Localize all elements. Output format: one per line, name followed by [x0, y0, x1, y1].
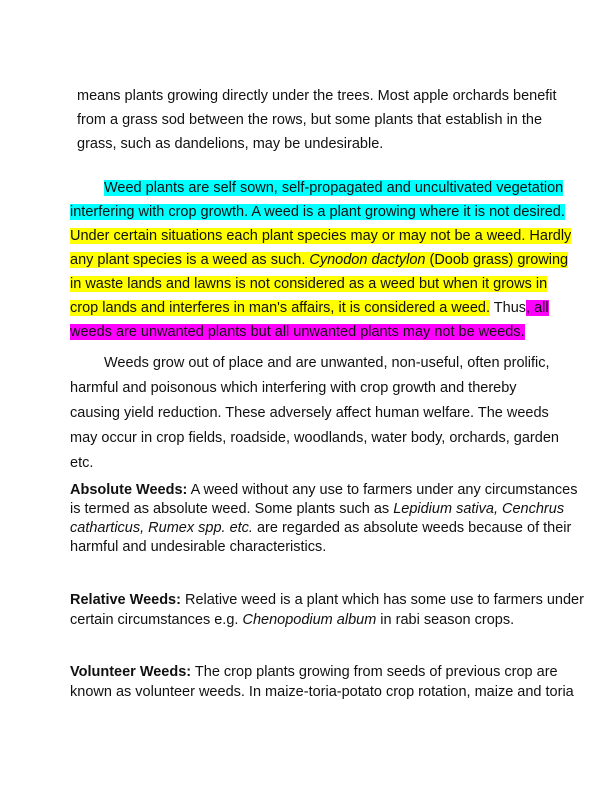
highlight-yellow-text: (Doob grass) growing [425, 252, 569, 268]
intro-line-1: means plants growing directly under the trees. Most apple orchards benefit [77, 88, 557, 104]
highlight-magenta-text: , all [526, 300, 549, 316]
relative-weeds-text: Relative weed is a plant which has some use to farmers under [180, 592, 584, 608]
intro-line-2: from a grass sod between the rows, but some plants that establish in the [77, 112, 543, 128]
highlight-yellow-text: crop lands and interferes in man's affairs, it is considered a weed. [70, 300, 490, 316]
para2-line-1: Weeds grow out of place and are unwanted, non-useful, often prolific, [104, 355, 550, 371]
absolute-weeds-text: A weed without any use to farmers under any circumstances [187, 482, 578, 498]
para2-line-5: etc. [70, 455, 94, 471]
species-names: Lepidium sativa, Cenchrus [393, 501, 565, 517]
highlight-line-4 [70, 252, 568, 268]
highlight-yellow-text: any plant species is a weed as such. [70, 252, 310, 268]
absolute-weeds-text: is termed as absolute weed. Some plants such as [70, 501, 394, 517]
absolute-weeds-line-3 [70, 520, 571, 536]
species-name: Chenopodium album [242, 612, 377, 628]
relative-weeds-heading: Relative Weeds: [70, 592, 181, 608]
absolute-weeds-line-2 [70, 501, 564, 517]
absolute-weeds-line-4: harmful and undesirable characteristics. [70, 539, 327, 555]
volunteer-weeds-line-2: known as volunteer weeds. In maize-toria-potato crop rotation, maize and toria [70, 684, 574, 700]
highlight-line-1 [104, 180, 563, 196]
highlight-line-7 [70, 324, 525, 340]
highlight-line-5 [70, 276, 547, 292]
highlight-yellow-text: Under certain situations each plant species may or may not be a weed. Hardly [70, 228, 572, 244]
volunteer-weeds-text: The crop plants growing from seeds of previous crop are [191, 664, 558, 680]
species-name [309, 252, 425, 268]
species-names: catharticus, Rumex spp. etc. [70, 520, 253, 536]
para2-line-4: may occur in crop fields, roadside, woodlands, water body, orchards, garden [70, 430, 559, 446]
plain-text: Thus [490, 300, 527, 316]
absolute-weeds-text: are regarded as absolute weeds because of their [252, 520, 572, 536]
absolute-weeds-line-1 [70, 482, 577, 498]
highlight-line-3 [70, 228, 571, 244]
volunteer-weeds-line-1 [70, 664, 558, 680]
para2-line-3: causing yield reduction. These adversely affect human welfare. The weeds [70, 405, 549, 421]
relative-weeds-line-1 [70, 592, 584, 608]
volunteer-weeds-heading: Volunteer Weeds: [70, 664, 192, 680]
highlight-line-2 [70, 204, 565, 220]
highlight-magenta-text: weeds are unwanted plants but all unwanted plants may not be weeds. [70, 324, 525, 340]
para2-line-2: harmful and poisonous which interfering with crop growth and thereby [70, 380, 517, 396]
highlight-cyan-text: interfering with crop growth. A weed is a plant growing where it is not desired. [70, 204, 565, 220]
intro-line-3: grass, such as dandelions, may be undesirable. [77, 136, 384, 152]
relative-weeds-text: in rabi season crops. [376, 612, 515, 628]
relative-weeds-line-2 [70, 612, 514, 628]
highlight-cyan-text: Weed plants are self sown, self-propagated and uncultivated vegetation [104, 180, 564, 196]
highlight-line-6 [70, 300, 549, 316]
species-name-italic: Cynodon dactylon [309, 252, 426, 268]
absolute-weeds-heading: Absolute Weeds: [70, 482, 188, 498]
relative-weeds-text: certain circumstances e.g. [70, 612, 243, 628]
highlight-yellow-text: in waste lands and lawns is not considered as a weed but when it grows in [70, 276, 548, 292]
